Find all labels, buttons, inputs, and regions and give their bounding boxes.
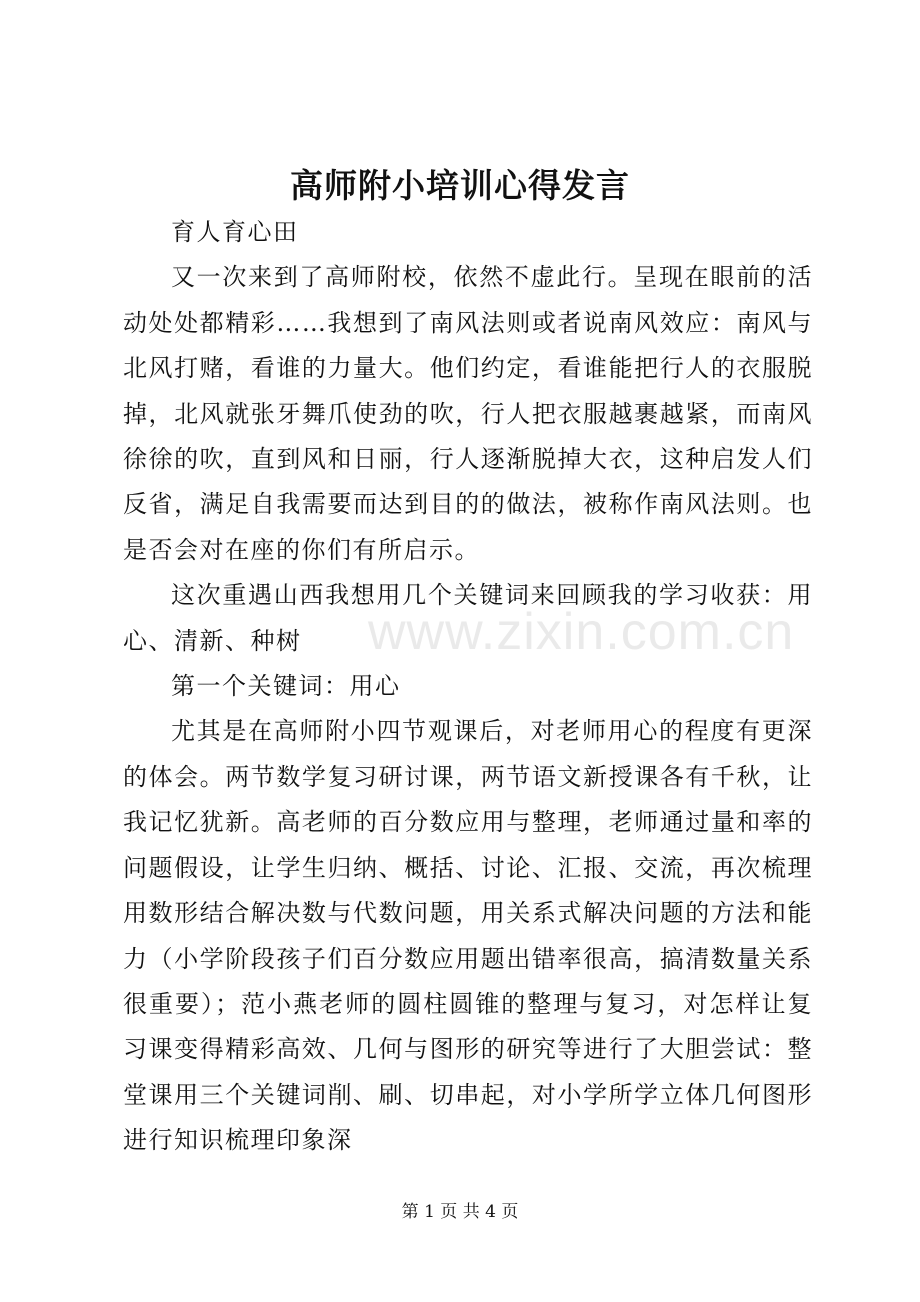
paragraph-subtitle: 育人育心田: [171, 218, 299, 246]
paragraph-first-keyword: 第一个关键词：用心: [171, 672, 401, 701]
page-footer: 第 1 页 共 4 页: [401, 1202, 519, 1222]
page-title: 高师附小培训心得发言: [290, 166, 630, 205]
paragraph-keywords: 这次重遇山西我想用几个关键词来回顾我的学习收获：用心、清新、种树: [123, 581, 813, 655]
watermark: www.zixin.com.cn: [368, 603, 795, 661]
paragraph-intro: 又一次来到了高师附校，依然不虚此行。呈现在眼前的活动处处都精彩……我想到了南风法则或者说南风效应：南风与北风打赌，看谁的力量大。他们约定，看谁能把行人的衣服脱掉，北风就张牙舞爪使劲的吹，行人把衣服越裹越紧，而南风徐徐的吹，直到风和日丽，行人逐渐脱掉大衣，这种启发人们反省，满足自我需要而达到目的的做法，被称作南风法则。也是否会对在座的你们有所启示。: [123, 263, 813, 564]
document-body: [123, 210, 813, 1164]
paragraph-observation: 尤其是在高师附小四节观课后，对老师用心的程度有更深的体会。两节数学复习研讨课，两节语文新授课各有千秋，让我记忆犹新。高老师的百分数应用与整理，老师通过量和率的问题假设，让学生归纳、概括、讨论、汇报、交流，再次梳理用数形结合解决数与代数问题，用关系式解决问题的方法和能力（小学阶段孩子们百分数应用题出错率很高，搞清数量关系很重要）；范小燕老师的圆柱圆锥的整理与复习，对怎样让复习课变得精彩高效、几何与图形的研究等进行了大胆尝试：整堂课用三个关键词削、刷、切串起，对小学所学立体几何图形进行知识梳理印象深: [123, 717, 813, 1155]
